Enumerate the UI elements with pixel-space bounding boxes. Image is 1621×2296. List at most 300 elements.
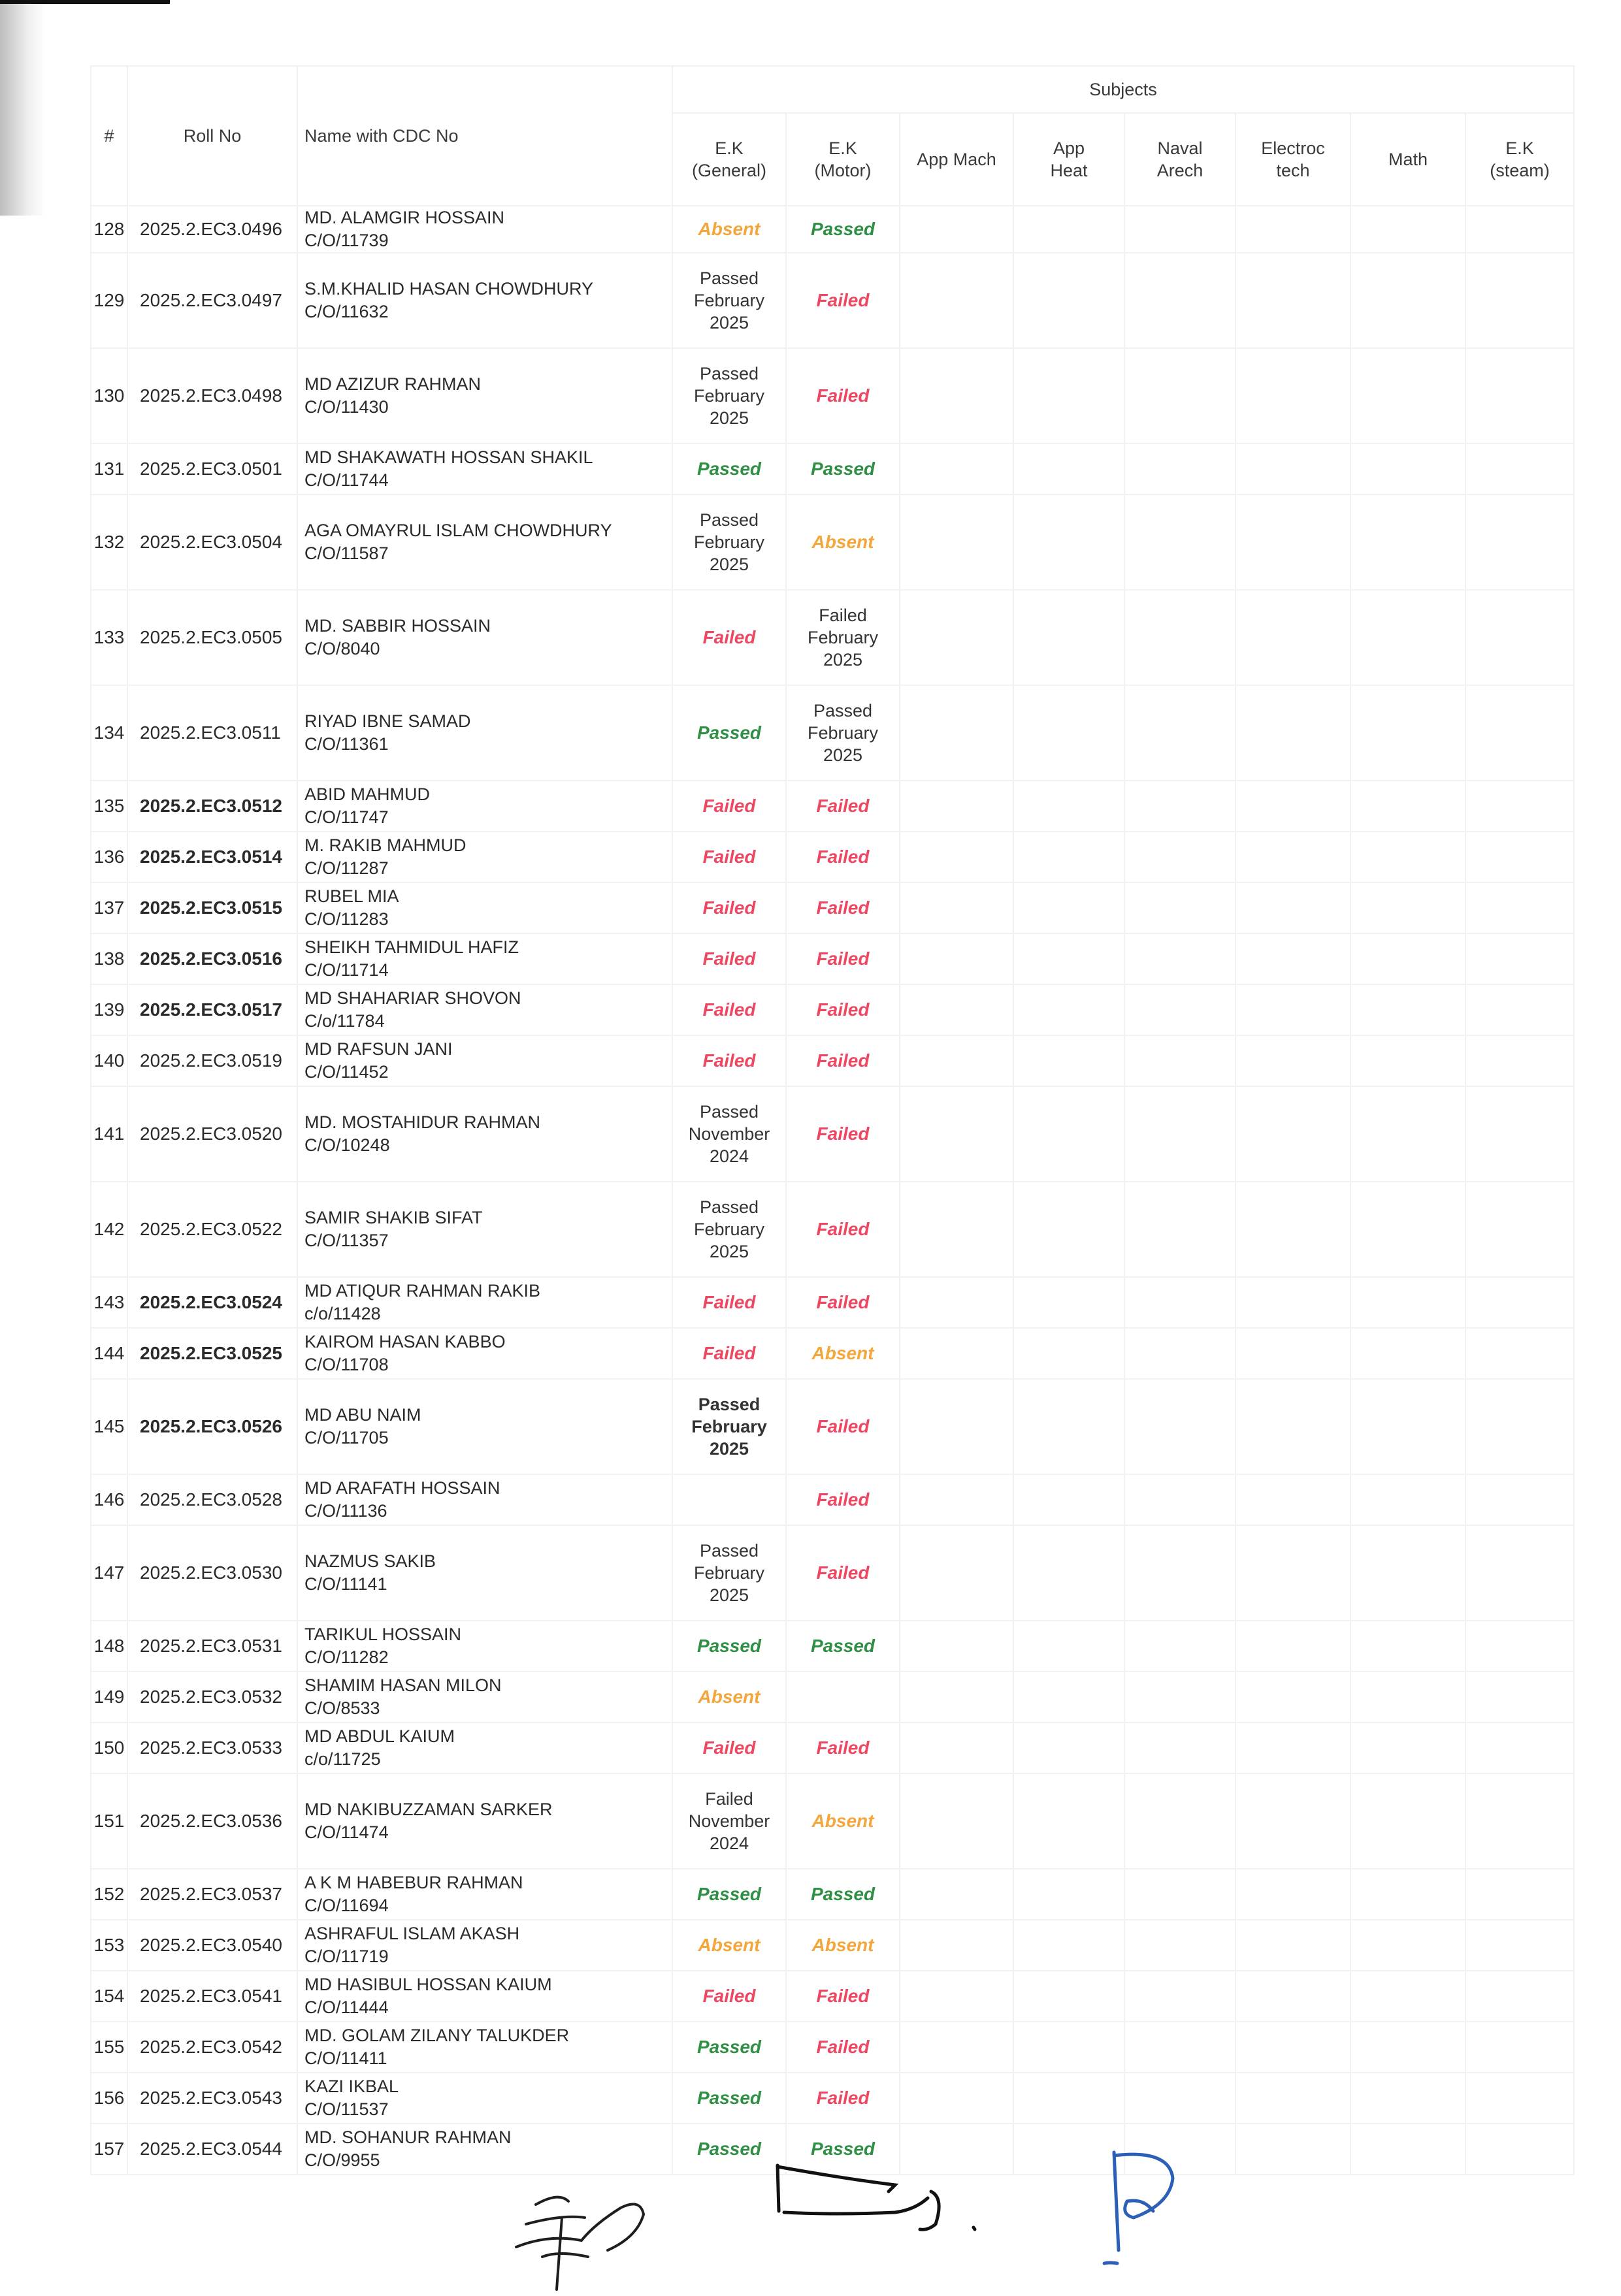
result-cell	[672, 590, 786, 685]
table-row	[91, 253, 1574, 348]
roll-number: 2025.2.EC3.0514	[127, 832, 297, 882]
result-cell	[1465, 1277, 1574, 1328]
result-status: Failed	[702, 627, 756, 647]
roll-number: 2025.2.EC3.0542	[127, 2022, 297, 2073]
result-cell	[1351, 2073, 1465, 2124]
result-cell	[900, 444, 1013, 494]
scan-edge-shadow	[0, 0, 46, 216]
result-status: Failed	[816, 1219, 870, 1239]
roll-number: 2025.2.EC3.0526	[127, 1379, 297, 1474]
header-subject-7	[1465, 113, 1574, 206]
result-cell	[1465, 1474, 1574, 1525]
result-cell	[1465, 1182, 1574, 1277]
roll-number: 2025.2.EC3.0536	[127, 1773, 297, 1869]
name-cell	[297, 206, 672, 253]
roll-number: 2025.2.EC3.0532	[127, 1672, 297, 1722]
row-number: 138	[91, 933, 127, 984]
subject-label: (General)	[691, 161, 767, 180]
result-cell	[1351, 494, 1465, 590]
header-name: Name with CDC No	[297, 66, 672, 206]
result-cell	[786, 348, 900, 444]
result-status: Passed	[696, 2037, 762, 2057]
row-number: 150	[91, 1722, 127, 1773]
result-cell	[1124, 1525, 1236, 1621]
row-number: 135	[91, 781, 127, 832]
result-cell	[1351, 1869, 1465, 1920]
result-cell	[1013, 444, 1124, 494]
row-number: 137	[91, 882, 127, 933]
result-cell	[1124, 1672, 1236, 1722]
row-number: 133	[91, 590, 127, 685]
cdc-number: C/o/11784	[304, 1011, 385, 1031]
result-cell	[1465, 1086, 1574, 1182]
candidate-name: MD SHAHARIAR SHOVON	[304, 988, 521, 1008]
header-num: #	[91, 66, 127, 206]
candidate-name: S.M.KHALID HASAN CHOWDHURY	[304, 279, 594, 299]
result-cell	[1013, 1379, 1124, 1474]
result-cell	[1465, 2073, 1574, 2124]
candidate-name: MD. SABBIR HOSSAIN	[304, 616, 491, 636]
roll-number: 2025.2.EC3.0537	[127, 1869, 297, 1920]
result-cell	[1351, 1035, 1465, 1086]
result-status: Failed	[816, 1562, 870, 1583]
result-cell	[900, 1920, 1013, 1971]
header-subject-5	[1236, 113, 1351, 206]
result-note: February	[693, 532, 765, 552]
candidate-name: MD ATIQUR RAHMAN RAKIB	[304, 1281, 541, 1301]
result-cell	[1124, 494, 1236, 590]
result-cell	[1465, 984, 1574, 1035]
result-cell	[1351, 1086, 1465, 1182]
table-row	[91, 1035, 1574, 1086]
roll-number: 2025.2.EC3.0511	[127, 685, 297, 781]
table-row	[91, 444, 1574, 494]
result-cell	[1236, 882, 1351, 933]
result-cell	[786, 444, 900, 494]
result-note: February	[693, 386, 765, 406]
result-note: Passed	[699, 510, 759, 530]
results-table	[90, 65, 1575, 2175]
result-cell	[1013, 1277, 1124, 1328]
result-cell	[672, 1035, 786, 1086]
result-cell	[1465, 1035, 1574, 1086]
candidate-name: MD. GOLAM ZILANY TALUKDER	[304, 2026, 570, 2045]
result-status: Failed	[816, 1292, 870, 1312]
result-cell	[1351, 1182, 1465, 1277]
result-cell	[1013, 882, 1124, 933]
subject-label: E.K	[715, 138, 744, 158]
result-cell	[1013, 832, 1124, 882]
table-row	[91, 1971, 1574, 2022]
result-cell	[900, 2073, 1013, 2124]
result-status: Failed	[816, 2037, 870, 2057]
result-cell	[786, 933, 900, 984]
result-cell	[900, 2022, 1013, 2073]
result-cell	[1465, 882, 1574, 933]
signature-2	[764, 2152, 1013, 2250]
result-note: February	[693, 1220, 765, 1239]
result-cell	[1351, 2022, 1465, 2073]
row-number: 154	[91, 1971, 127, 2022]
result-cell	[786, 1379, 900, 1474]
result-cell	[672, 1672, 786, 1722]
result-cell	[1236, 1474, 1351, 1525]
table-row	[91, 1920, 1574, 1971]
result-note: 2025	[823, 650, 863, 670]
name-cell	[297, 2124, 672, 2175]
name-cell	[297, 1474, 672, 1525]
result-cell	[1124, 781, 1236, 832]
result-cell	[900, 1328, 1013, 1379]
result-note: February	[691, 1417, 767, 1436]
result-cell	[1013, 494, 1124, 590]
result-cell	[1013, 1474, 1124, 1525]
result-cell	[1236, 590, 1351, 685]
result-cell	[1124, 1869, 1236, 1920]
roll-number: 2025.2.EC3.0496	[127, 206, 297, 253]
result-cell	[1124, 1035, 1236, 1086]
cdc-number: c/o/11725	[304, 1749, 381, 1769]
row-number: 141	[91, 1086, 127, 1182]
result-status: Failed	[816, 1738, 870, 1758]
row-number: 155	[91, 2022, 127, 2073]
subject-label: App	[1053, 138, 1085, 158]
result-note: Failed	[819, 606, 867, 625]
result-cell	[1465, 832, 1574, 882]
result-status: Failed	[816, 1416, 870, 1436]
result-cell	[1013, 1086, 1124, 1182]
roll-number: 2025.2.EC3.0524	[127, 1277, 297, 1328]
result-cell	[786, 1086, 900, 1182]
result-cell	[1124, 1971, 1236, 2022]
name-cell	[297, 1035, 672, 1086]
subject-label: Arech	[1156, 161, 1203, 180]
subject-label: Electroc	[1261, 138, 1325, 158]
result-cell	[900, 253, 1013, 348]
table-row	[91, 1621, 1574, 1672]
result-cell	[1351, 1621, 1465, 1672]
name-cell	[297, 882, 672, 933]
roll-number: 2025.2.EC3.0504	[127, 494, 297, 590]
name-cell	[297, 2073, 672, 2124]
result-cell	[1236, 1869, 1351, 1920]
cdc-number: C/O/11632	[304, 302, 389, 321]
result-cell	[1013, 1773, 1124, 1869]
result-cell	[1013, 1621, 1124, 1672]
result-cell	[900, 1182, 1013, 1277]
result-cell	[786, 1920, 900, 1971]
result-cell	[786, 832, 900, 882]
name-cell	[297, 1086, 672, 1182]
result-note: February	[807, 628, 879, 647]
result-status: Failed	[816, 948, 870, 969]
result-note: Passed	[813, 701, 873, 720]
result-cell	[900, 832, 1013, 882]
result-note: November	[688, 1811, 770, 1831]
result-status: Failed	[702, 948, 756, 969]
result-cell	[1351, 781, 1465, 832]
result-cell	[1124, 206, 1236, 253]
row-number: 147	[91, 1525, 127, 1621]
result-cell	[900, 1474, 1013, 1525]
roll-number: 2025.2.EC3.0541	[127, 1971, 297, 2022]
row-number: 153	[91, 1920, 127, 1971]
result-cell	[1236, 1621, 1351, 1672]
table-row	[91, 1773, 1574, 1869]
row-number: 156	[91, 2073, 127, 2124]
roll-number: 2025.2.EC3.0530	[127, 1525, 297, 1621]
name-cell	[297, 2022, 672, 2073]
result-cell	[1236, 2124, 1351, 2175]
header-subject-4	[1124, 113, 1236, 206]
result-cell	[1124, 1621, 1236, 1672]
subject-label: Heat	[1050, 161, 1088, 180]
header-subject-2	[900, 113, 1013, 206]
candidate-name: KAIROM HASAN KABBO	[304, 1332, 506, 1351]
result-cell	[1236, 348, 1351, 444]
scan-edge-mark	[0, 0, 170, 4]
result-cell	[672, 348, 786, 444]
candidate-name: SHEIKH TAHMIDUL HAFIZ	[304, 937, 519, 957]
result-cell	[1465, 1971, 1574, 2022]
result-cell	[1236, 1920, 1351, 1971]
result-cell	[1351, 1379, 1465, 1474]
result-status: Absent	[698, 219, 761, 239]
result-status: Passed	[810, 1884, 876, 1904]
result-cell	[900, 1277, 1013, 1328]
candidate-name: ABID MAHMUD	[304, 784, 431, 804]
result-cell	[786, 1722, 900, 1773]
result-cell	[1124, 882, 1236, 933]
table-row	[91, 1182, 1574, 1277]
result-cell	[900, 1035, 1013, 1086]
name-cell	[297, 1722, 672, 1773]
result-cell	[1236, 1035, 1351, 1086]
name-cell	[297, 1525, 672, 1621]
result-cell	[672, 2073, 786, 2124]
candidate-name: MD AZIZUR RAHMAN	[304, 374, 481, 394]
cdc-number: C/O/11719	[304, 1947, 389, 1966]
result-note: February	[693, 1563, 765, 1583]
result-cell	[1013, 933, 1124, 984]
row-number: 131	[91, 444, 127, 494]
result-cell	[900, 1086, 1013, 1182]
result-cell	[786, 2073, 900, 2124]
cdc-number: C/O/11444	[304, 1997, 389, 2017]
row-number: 142	[91, 1182, 127, 1277]
result-cell	[1236, 1379, 1351, 1474]
cdc-number: C/O/11744	[304, 470, 389, 490]
result-status: Failed	[816, 1124, 870, 1144]
result-cell	[1351, 832, 1465, 882]
result-cell	[1124, 984, 1236, 1035]
subject-label: E.K	[1505, 138, 1534, 158]
candidate-name: NAZMUS SAKIB	[304, 1551, 436, 1571]
result-cell	[786, 253, 900, 348]
result-note: Passed	[699, 364, 759, 383]
row-number: 139	[91, 984, 127, 1035]
name-cell	[297, 1773, 672, 1869]
result-cell	[672, 253, 786, 348]
table-row	[91, 832, 1574, 882]
row-number: 149	[91, 1672, 127, 1722]
table-row	[91, 1474, 1574, 1525]
cdc-number: c/o/11428	[304, 1304, 381, 1323]
result-cell	[1465, 253, 1574, 348]
result-cell	[900, 1773, 1013, 1869]
name-cell	[297, 1328, 672, 1379]
result-note: 2025	[823, 745, 863, 765]
result-cell	[1351, 984, 1465, 1035]
result-status: Failed	[702, 1050, 756, 1071]
result-cell	[672, 781, 786, 832]
result-cell	[1465, 2124, 1574, 2175]
name-cell	[297, 984, 672, 1035]
result-cell	[1236, 1971, 1351, 2022]
result-cell	[786, 1773, 900, 1869]
result-cell	[1236, 781, 1351, 832]
name-cell	[297, 933, 672, 984]
name-cell	[297, 1277, 672, 1328]
result-cell	[672, 1621, 786, 1672]
result-cell	[1351, 1672, 1465, 1722]
result-status: Passed	[810, 2139, 876, 2159]
cdc-number: C/O/9955	[304, 2150, 380, 2170]
result-cell	[1013, 1035, 1124, 1086]
result-cell	[786, 1621, 900, 1672]
result-cell	[1124, 590, 1236, 685]
result-status: Failed	[816, 1986, 870, 2006]
row-number: 157	[91, 2124, 127, 2175]
result-status: Absent	[698, 1935, 761, 1955]
result-status: Failed	[702, 847, 756, 867]
row-number: 152	[91, 1869, 127, 1920]
result-cell	[900, 1525, 1013, 1621]
result-cell	[1236, 1328, 1351, 1379]
candidate-name: MD ARAFATH HOSSAIN	[304, 1478, 500, 1498]
result-cell	[900, 1971, 1013, 2022]
row-number: 148	[91, 1621, 127, 1672]
cdc-number: C/O/8040	[304, 639, 380, 658]
result-cell	[1351, 1773, 1465, 1869]
result-cell	[1124, 1379, 1236, 1474]
result-status: Failed	[702, 1343, 756, 1363]
header-roll: Roll No	[127, 66, 297, 206]
result-note: 2025	[709, 408, 749, 428]
result-cell	[1236, 685, 1351, 781]
result-note: Passed	[698, 1395, 761, 1414]
result-cell	[1013, 206, 1124, 253]
cdc-number: C/O/11452	[304, 1062, 389, 1082]
result-cell	[1124, 1277, 1236, 1328]
result-cell	[786, 1277, 900, 1328]
result-status: Passed	[696, 459, 762, 479]
result-cell	[1124, 1182, 1236, 1277]
name-cell	[297, 1621, 672, 1672]
table-row	[91, 781, 1574, 832]
roll-number: 2025.2.EC3.0522	[127, 1182, 297, 1277]
result-cell	[1013, 2022, 1124, 2073]
cdc-number: C/O/11747	[304, 807, 389, 827]
roll-number: 2025.2.EC3.0544	[127, 2124, 297, 2175]
result-status: Absent	[811, 532, 874, 552]
table-row	[91, 933, 1574, 984]
result-cell	[1465, 1869, 1574, 1920]
roll-number: 2025.2.EC3.0498	[127, 348, 297, 444]
result-cell	[1236, 1672, 1351, 1722]
candidate-name: RUBEL MIA	[304, 886, 399, 906]
result-cell	[1236, 253, 1351, 348]
result-cell	[786, 781, 900, 832]
row-number: 144	[91, 1328, 127, 1379]
result-status: Failed	[702, 1292, 756, 1312]
row-number: 143	[91, 1277, 127, 1328]
result-cell	[900, 1621, 1013, 1672]
roll-number: 2025.2.EC3.0497	[127, 253, 297, 348]
result-note: Passed	[699, 1197, 759, 1217]
result-cell	[1013, 253, 1124, 348]
result-note: Passed	[699, 1102, 759, 1122]
cdc-number: C/O/11136	[304, 1501, 387, 1521]
result-cell	[1013, 1722, 1124, 1773]
result-cell	[672, 1277, 786, 1328]
result-status: Passed	[810, 219, 876, 239]
result-cell	[1465, 685, 1574, 781]
result-cell	[1236, 1525, 1351, 1621]
table-row	[91, 494, 1574, 590]
result-note: Failed	[705, 1789, 753, 1809]
result-cell	[1236, 444, 1351, 494]
candidate-name: SAMIR SHAKIB SIFAT	[304, 1208, 483, 1227]
result-cell	[672, 1971, 786, 2022]
result-cell	[1124, 1722, 1236, 1773]
roll-number: 2025.2.EC3.0540	[127, 1920, 297, 1971]
name-cell	[297, 1920, 672, 1971]
result-status: Absent	[811, 1811, 874, 1831]
result-cell	[1236, 933, 1351, 984]
result-cell	[786, 1971, 900, 2022]
result-cell	[1351, 1328, 1465, 1379]
result-cell	[1351, 1525, 1465, 1621]
result-status: Failed	[702, 897, 756, 918]
header-subject-1	[786, 113, 900, 206]
result-cell	[786, 984, 900, 1035]
result-status: Failed	[702, 999, 756, 1020]
result-cell	[672, 832, 786, 882]
subject-label: Naval	[1157, 138, 1203, 158]
result-cell	[672, 1525, 786, 1621]
signature-3	[1091, 2139, 1189, 2276]
result-cell	[1236, 494, 1351, 590]
result-cell	[1465, 444, 1574, 494]
roll-number: 2025.2.EC3.0528	[127, 1474, 297, 1525]
result-note: November	[688, 1124, 770, 1144]
roll-number: 2025.2.EC3.0543	[127, 2073, 297, 2124]
candidate-name: KAZI IKBAL	[304, 2077, 399, 2096]
result-cell	[672, 1722, 786, 1773]
result-cell	[1351, 253, 1465, 348]
table-row	[91, 590, 1574, 685]
result-cell	[1465, 1672, 1574, 1722]
result-status: Absent	[811, 1343, 874, 1363]
header-subject-0	[672, 113, 786, 206]
candidate-name: A K M HABEBUR RAHMAN	[304, 1873, 523, 1892]
name-cell	[297, 1869, 672, 1920]
table-row	[91, 685, 1574, 781]
result-cell	[672, 1086, 786, 1182]
result-cell	[1351, 1920, 1465, 1971]
result-cell	[900, 590, 1013, 685]
